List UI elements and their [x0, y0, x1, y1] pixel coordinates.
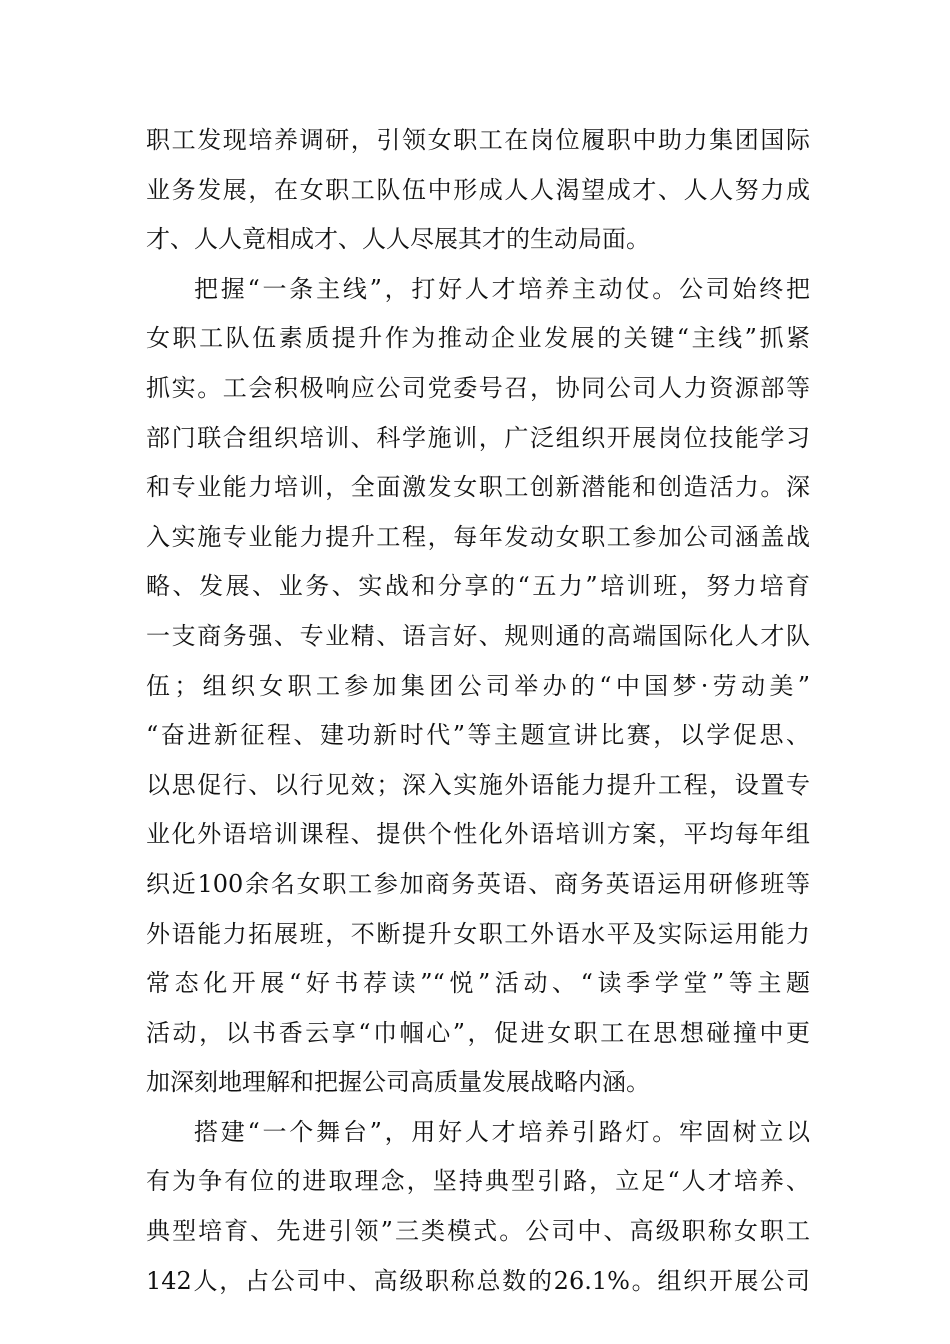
- text-line: 典型培育、先进引领”三类模式。公司中、高级职称女职工: [146, 1217, 810, 1246]
- text-line: 织近100余名女职工参加商务英语、商务英语运用研修班等: [146, 869, 810, 898]
- text-line: “奋进新征程、建功新时代”等主题宣讲比赛，以学促思、: [146, 721, 810, 750]
- text-line: 有为争有位的进取理念，坚持典型引路，立足“人才培养、: [146, 1167, 810, 1196]
- text-line: 抓实。工会积极响应公司党委号召，协同公司人力资源部等: [146, 373, 810, 402]
- text-line: 职工发现培养调研，引领女职工在岗位履职中助力集团国际: [146, 126, 810, 154]
- text-line: 入实施专业能力提升工程，每年发动女职工参加公司涵盖战: [146, 522, 810, 551]
- text-line: 才、人人竟相成才、人人尽展其才的生动局面。: [146, 225, 650, 254]
- text-line: 加深刻地理解和把握公司高质量发展战略内涵。: [146, 1068, 650, 1097]
- text-line: 部门联合组织培训、科学施训，广泛组织开展岗位技能学习: [146, 423, 810, 452]
- text-line: 业务发展，在女职工队伍中形成人人渴望成才、人人努力成: [146, 175, 810, 204]
- text-line: 搭建“一个舞台”，用好人才培养引路灯。牢固树立以: [194, 1117, 810, 1146]
- text-line: 和专业能力培训，全面激发女职工创新潜能和创造活力。深: [146, 473, 810, 502]
- text-line: 女职工队伍素质提升作为推动企业发展的关键“主线”抓紧: [146, 324, 810, 353]
- document-page: [146, 116, 810, 1306]
- text-line: 业化外语培训课程、提供个性化外语培训方案，平均每年组: [146, 820, 810, 849]
- text-line: 一支商务强、专业精、语言好、规则通的高端国际化人才队: [146, 621, 810, 650]
- text-line: 142人，占公司中、高级职称总数的26.1%。组织开展公司: [146, 1266, 810, 1295]
- text-line: 常态化开展“好书荐读”“悦”活动、“读季学堂”等主题: [146, 969, 810, 998]
- text-line: 外语能力拓展班，不断提升女职工外语水平及实际运用能力: [146, 919, 810, 948]
- text-line: 伍；组织女职工参加集团公司举办的“中国梦·劳动美”: [146, 671, 810, 700]
- text-line: 把握“一条主线”，打好人才培养主动仗。公司始终把: [194, 274, 810, 303]
- text-line: 以思促行、以行见效；深入实施外语能力提升工程，设置专: [146, 770, 810, 799]
- text-line: 略、发展、业务、实战和分享的“五力”培训班，努力培育: [146, 572, 810, 601]
- text-line: 活动，以书香云享“巾帼心”，促进女职工在思想碰撞中更: [146, 1018, 810, 1047]
